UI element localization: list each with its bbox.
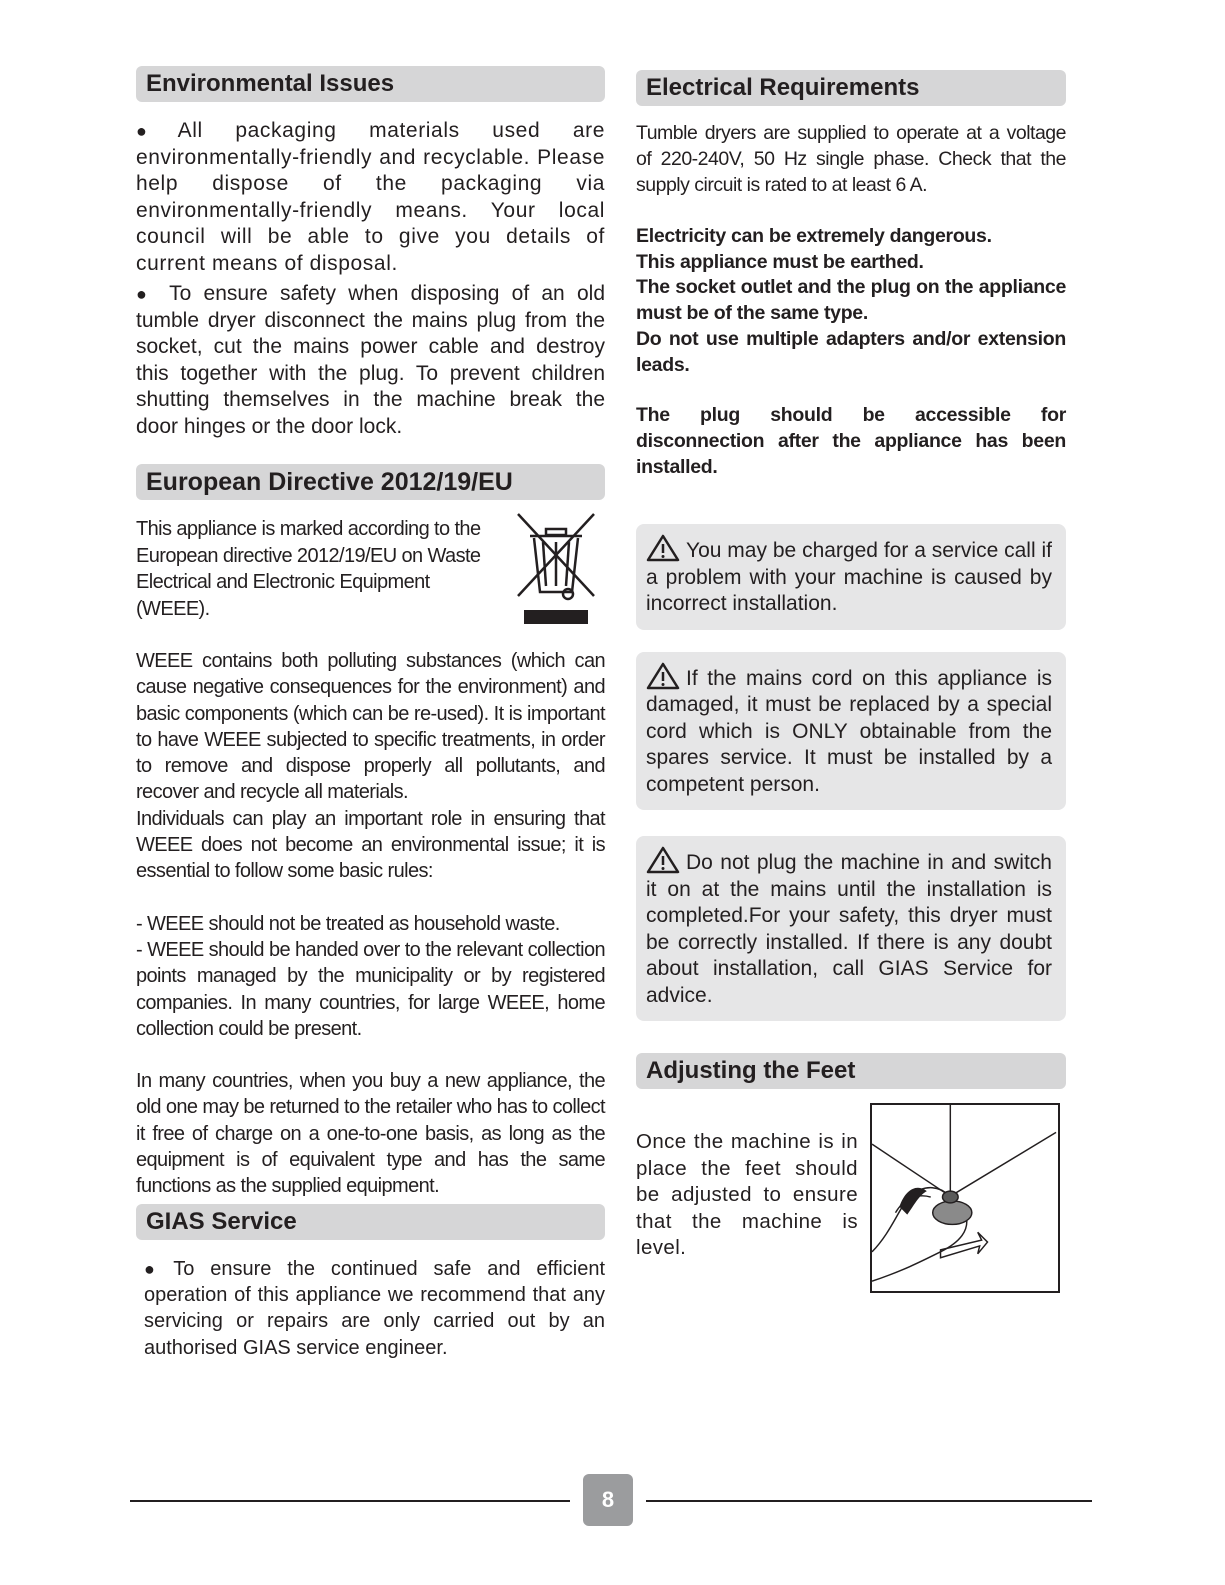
gias-section [136,1256,605,1361]
spacer [136,1042,605,1068]
warning-triangle-icon [646,846,680,874]
left-column [136,66,605,1361]
environmental-para-2: ● To ensure safety when disposing of an old tumble dryer disconnect the mains plug from the socket, cut the mains power cable and destroy this together with the plug. To prevent children shutting themselves in the machine break the door hinges or the door lock. [136,282,605,438]
electrical-warning-5: The plug should be accessible for disconnection after the appliance has been installed. [636,404,1066,478]
feet-section [636,1103,1066,1303]
bullet-icon: ● [144,1258,166,1279]
directive-para-1: WEEE contains both polluting substances (which can cause negative consequences for the environment) and basic components (which can be re-used). It is important to have WEEE subjected to specific treatments, in order to remove and dispose properly all pollutants, and recover and recycle all materials. [136,650,605,804]
directive-intro: This appliance is marked according to the European directive 2012/19/EU on Waste Electrical and Electronic Equipment (WEEE). [136,518,481,620]
note-text: You may be charged for a service call if a problem with your machine is caused by incorrect installation. [646,539,1052,616]
directive-para-2: Individuals can play an important role in ensuring that WEEE does not become an environmental issue; it is essential to follow some basic rules: [136,807,605,883]
directive-rule-2: - WEEE should be handed over to the relevant collection points managed by the municipality or by registered companies. In many countries, for large WEEE, home collection could be present. [136,938,605,1040]
foot-adjust-illustration [870,1103,1060,1293]
note-text: Do not plug the machine in and switch it on at the mains until the installation is completed.For your safety, this dryer must be correctly installed. If there is any doubt about installation, call GIAS Service for advice. [646,851,1052,1007]
directive-para-3: In many countries, when you buy a new appliance, the old one may be returned to the retailer who has to collect it free of charge on a one-to-one basis, as long as the equipment is of equivalent type and has the same functions as the supplied equipment. [136,1070,605,1198]
note-box-installation [636,836,1066,1021]
bullet-icon: ● [136,284,154,304]
directive-heading: European Directive 2012/19/EU [136,464,605,500]
page-number: 8 [583,1474,633,1526]
directive-rule-1: - WEEE should not be treated as household waste. [136,912,560,935]
directive-intro-row [136,516,605,636]
crossed-wheelie-bin-icon [516,512,596,628]
environmental-para-1: ● All packaging materials used are environmentally-friendly and recyclable. Please help dispose of the packaging via environmentally-friendly means. Your local council will be able to give you details of current means of disposal. [136,119,605,275]
warning-triangle-icon [646,534,680,562]
footer-rule-right [646,1500,1092,1502]
note-box-service-charge [636,524,1066,630]
gias-text: ● To ensure the continued safe and efficient operation of this appliance we recommend that any servicing or repairs are only carried out by an authorised GIAS service engineer. [144,1257,605,1359]
electrical-heading: Electrical Requirements [636,70,1066,106]
electrical-warning-3: The socket outlet and the plug on the appliance must be of the same type. [636,276,1066,325]
electrical-intro: Tumble dryers are supplied to operate at a voltage of 220-240V, 50 Hz single phase. Check that the supply circuit is rated to at least 6 A. [636,122,1066,196]
feet-text: Once the machine is in place the feet should be adjusted to ensure that the machine is level. [636,1130,858,1260]
right-column [636,70,1066,1303]
electrical-warning-2: This appliance must be earthed. [636,250,924,273]
environmental-heading: Environmental Issues [136,66,605,102]
electrical-warning-1: Electricity can be extremely dangerous. [636,225,992,247]
electrical-warning-4: Do not use multiple adapters and/or extension leads. [636,327,1066,376]
spacer [136,885,605,911]
environmental-section [136,118,605,440]
note-box-mains-cord [636,652,1066,811]
directive-body [136,648,605,1200]
gias-heading: GIAS Service [136,1204,605,1240]
feet-heading: Adjusting the Feet [636,1053,1066,1089]
warning-triangle-icon [646,662,680,690]
footer-rule-left [130,1500,570,1502]
electrical-warnings [636,224,1066,480]
note-text: If the mains cord on this appliance is damaged, it must be replaced by a special cord which is ONLY obtainable from the spares service. It must be installed by a competent person. [646,666,1052,796]
bullet-icon: ● [136,121,174,141]
